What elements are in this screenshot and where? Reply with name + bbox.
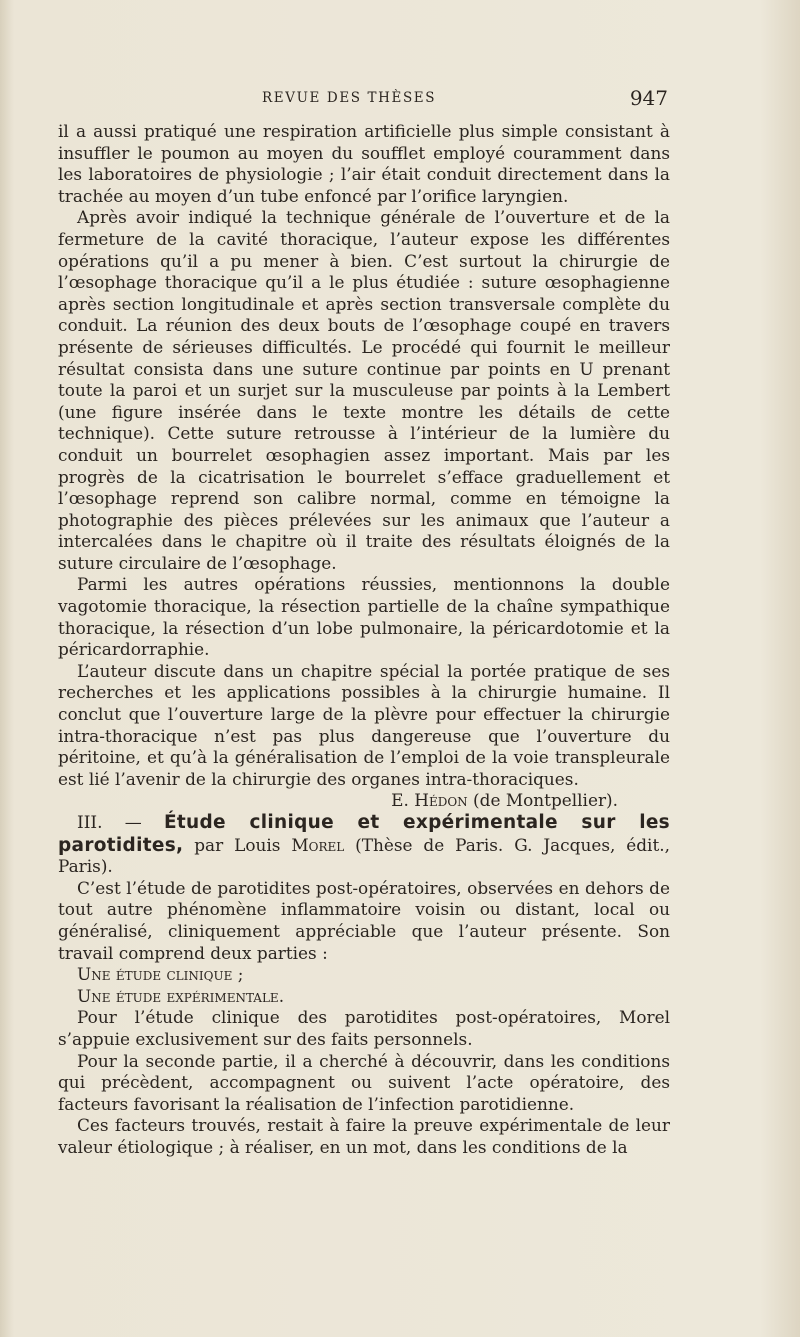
section-by: par [194,834,224,855]
paragraph: il a aussi pratiqué une respiration artificielle plus simple consistant à insuffler le poumon au moyen du soufflet employé couramment dans les laboratoires de physiologie ; l’air était conduit directement dans la trachée au moyen d’un tube enfoncé par l’orifice laryngien. [58,121,670,206]
paragraph: Parmi les autres opérations réussies, mentionnons la double vagotomie thoracique, la résection partielle de la chaîne sympathique thoracique, la résection d’un lobe pulmonaire, la péricardotomie et la péricardorraphie. [58,574,670,660]
paragraph: Après avoir indiqué la technique générale de l’ouverture et de la fermeture de la cavité thoracique, l’auteur expose les différentes opérations qu’il a pu mener à bien. C’est surtout la chirurgie de l’œsophage thoracique qu’il a le plus étudiée : suture œsophagienne après section longitudinale et après section transversale complète du conduit. La réunion des deux bouts de l’œsophage coupé en travers présente de sérieuses difficultés. Le procédé qui fournit le meilleur résultat consista dans une suture continue par points en U prenant toute la paroi et un surjet sur la musculeuse par points à la Lembert (une figure insérée dans le texte montre les détails de cette technique). Cette suture retrousse à l’intérieur de la lumière du conduit un bourrelet œsophagien assez important. Mais par les progrès de la cicatrisation le bourrelet s’efface graduellement et l’œsophage reprend son calibre normal, comme en témoigne la photographie des pièces prélevées sur les animaux que l’auteur a intercalées dans le chapitre où il traite des résultats éloignés de la suture circulaire de l’œsophage. [58,207,670,573]
section-number: III. — [77,813,142,833]
reviewer-signature [58,790,670,812]
paragraph: C’est l’étude de parotidites post-opératoires, observées en dehors de tout autre phénomène inflammatoire voisin ou distant, local ou généralisé, cliniquement appréciable que l’auteur présente. Son travail comprend deux parties : [58,877,670,963]
paragraph: Pour la seconde partie, il a cherché à découvrir, dans les conditions qui précèdent, accompagnent ou suivent l’acte opératoire, des facteurs favorisant la réalisation de l’infection parotidienne. [58,1050,670,1114]
page-number: 947 [629,86,668,110]
signature-affiliation: (de Montpellier). [473,790,618,811]
list-item: Une étude expérimentale. [77,985,285,1006]
signature-initial: E. [391,790,409,811]
paragraph: Pour l’étude clinique des parotidites post-opératoires, Morel s’appuie exclusivement sur des faits personnels. [58,1007,670,1049]
section-author-last: Morel [291,834,345,855]
page-header [58,86,668,114]
paragraph: Ces facteurs trouvés, restait à faire la preuve expérimentale de leur valeur étiologique ; à réaliser, en un mot, dans les conditions de la [58,1115,670,1157]
section-author-first: Louis [234,834,281,855]
signature-name: Hédon [414,790,468,811]
paragraph: L’auteur discute dans un chapitre spécial la portée pratique de ses recherches et les applications possibles à la chirurgie humaine. Il conclut que l’ouverture large de la plèvre pour effectuer la chirurgie intra-thoracique n’est pas plus dangereuse que l’ouverture du péritoine, et qu’à la généralisation de l’emploi de la voie transpleurale est lié l’avenir de la chirurgie des organes intra-thoraciques. [58,660,670,789]
section-title: Étude clinique et expérimentale sur les parotidites, [58,812,670,856]
list-item: Une étude clinique ; [77,964,244,985]
page-body [58,121,670,1159]
running-title: REVUE DES THÈSES [262,90,437,106]
section-heading [58,812,670,878]
section-details: (Thèse de Paris. G. Jacques, édit., Paris). [58,834,670,877]
